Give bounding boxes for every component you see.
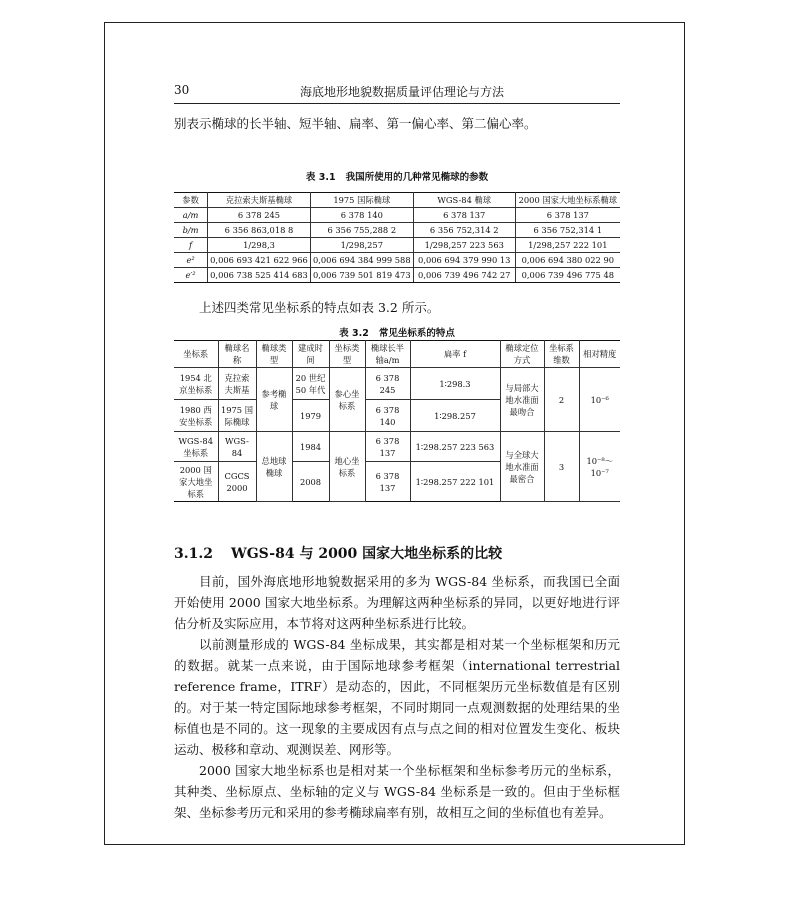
table2-cell: 10⁻⁸～10⁻⁷ (579, 432, 620, 502)
table1-cell: 0,006 694 380 022 90 (515, 253, 620, 268)
table2-cell: 参考椭球 (256, 368, 292, 432)
table2-header: 椭球名称 (218, 341, 256, 368)
table2-header: 建成时间 (292, 341, 329, 368)
table2-header: 椭球定位方式 (500, 341, 544, 368)
table2-header: 相对精度 (579, 341, 620, 368)
table1-header: 参数 (174, 193, 208, 208)
table1-header: 克拉索夫斯基椭球 (208, 193, 311, 208)
table-row (174, 253, 620, 268)
table2-cell: 6 378 140 (365, 400, 410, 432)
table1-cell: a/m (174, 208, 208, 223)
table2-header: 坐标类型 (329, 341, 365, 368)
table1-cell: 6 378 245 (208, 208, 311, 223)
table1-cell: 0,006 738 525 414 683 (208, 268, 311, 283)
paragraph: 目前，国外海底地形地貌数据采用的多为 WGS-84 坐标系，而我国已全面开始使用 2000 国家大地坐标系。为理解这两种坐标系的异同，以更好地进行评估分析及实际应用，本节将对这两种坐标系进行比较。 (174, 574, 620, 631)
page-number: 30 (174, 83, 190, 97)
table1-caption-number: 表 3.1 (305, 172, 336, 183)
table2-cell: 参心坐标系 (329, 368, 365, 432)
body-text (174, 571, 620, 823)
table2-cell: 克拉索夫斯基 (218, 368, 256, 400)
table1-cell: 0,006 693 421 622 966 (208, 253, 311, 268)
table1-header: 1975 国际椭球 (310, 193, 413, 208)
table1-cell: 6 378 137 (413, 208, 515, 223)
table2-intro: 上述四类常见坐标系的特点如表 3.2 所示。 (199, 300, 440, 315)
table2-header: 椭球长半轴a/m (365, 341, 410, 368)
table-row (174, 268, 620, 283)
table2-cell: 总地球椭球 (256, 432, 292, 502)
table1-header: 2000 国家大地坐标系椭球 (515, 193, 620, 208)
section-number: 3.1.2 (174, 546, 213, 562)
table2-cell: WGS-84 (218, 432, 256, 462)
table2-cell: 3 (544, 432, 579, 502)
running-head (174, 79, 620, 104)
table2-cell: WGS-84 坐标系 (174, 432, 218, 462)
table2-cell: 1979 (292, 400, 329, 432)
table2-cell: 6 378 137 (365, 432, 410, 462)
table2-cell: 1980 西安坐标系 (174, 400, 218, 432)
table1-cell: 0,006 694 379 990 13 (413, 253, 515, 268)
table1-cell: 6 356 752,314 1 (515, 223, 620, 238)
table1-cell: 6 356 863,018 8 (208, 223, 311, 238)
table-row (174, 368, 620, 400)
table2-cell: 与局部大地水准面最吻合 (500, 368, 544, 432)
table-row (174, 208, 620, 223)
table1-cell: b/m (174, 223, 208, 238)
table2-caption (174, 325, 620, 339)
coordinate-systems-table (174, 340, 620, 502)
table1-cell: f (174, 238, 208, 253)
table1-cell: 6 356 755,288 2 (310, 223, 413, 238)
table2-header-row (174, 341, 620, 368)
table1-cell: e′² (174, 268, 208, 283)
table1-cell: 0,006 739 496 742 27 (413, 268, 515, 283)
table2-header: 椭球类型 (256, 341, 292, 368)
paragraph: 2000 国家大地坐标系也是相对某一个坐标框架和坐标参考历元的坐标系，其种类、坐标原点、坐标轴的定义与 WGS-84 坐标系是一致的。但由于坐标框架、坐标参考历元和采用的参考椭球扁率有别，故相互之间的坐标值也有差异。 (174, 763, 620, 820)
book-page (104, 22, 685, 845)
table1-header: WGS-84 椭球 (413, 193, 515, 208)
table2-cell: 与全球大地水准面最密合 (500, 432, 544, 502)
table1-cell: 0,006 739 496 775 48 (515, 268, 620, 283)
table-row (174, 432, 620, 462)
table2-header: 扁率 f (410, 341, 500, 368)
table1-caption-text: 我国所使用的几种常见椭球的参数 (345, 172, 489, 183)
table1-cell: 6 356 752,314 2 (413, 223, 515, 238)
table1-cell: 6 378 137 (515, 208, 620, 223)
table1-cell: e² (174, 253, 208, 268)
table2-cell: CGCS 2000 (218, 462, 256, 502)
table-row (174, 223, 620, 238)
table1-cell: 0,006 694 384 999 588 (310, 253, 413, 268)
table1-cell: 1/298,257 (310, 238, 413, 253)
ellipsoid-parameters-table (174, 192, 620, 283)
table1-cell: 0,006 739 501 819 473 (310, 268, 413, 283)
table2-cell: 1∶298.3 (410, 368, 500, 400)
table-row (174, 238, 620, 253)
table2-cell: 2 (544, 368, 579, 432)
table2-cell: 1∶298.257 222 101 (410, 462, 500, 502)
table2-cell: 1∶298.257 (410, 400, 500, 432)
table2-cell: 6 378 245 (365, 368, 410, 400)
table2-cell: 1984 (292, 432, 329, 462)
table2-cell: 2008 (292, 462, 329, 502)
table2-caption-number: 表 3.2 (339, 328, 369, 339)
table1-header-row (174, 193, 620, 208)
table2-header: 坐标系 (174, 341, 218, 368)
table2-cell: 地心坐标系 (329, 432, 365, 502)
table2-cell: 6 378 137 (365, 462, 410, 502)
table2-cell: 1∶298.257 223 563 (410, 432, 500, 462)
book-title: 海底地形地貌数据质量评估理论与方法 (299, 85, 504, 99)
table2-caption-text: 常见坐标系的特点 (378, 328, 455, 339)
table1-cell: 1/298,3 (208, 238, 311, 253)
table1-cell: 1/298,257 222 101 (515, 238, 620, 253)
table2-cell: 2000 国家大地坐标系 (174, 462, 218, 502)
table1-caption (174, 169, 620, 183)
table2-cell: 1975 国际椭球 (218, 400, 256, 432)
table1-cell: 1/298,257 223 563 (413, 238, 515, 253)
continuation-line: 别表示椭球的长半轴、短半轴、扁率、第一偏心率、第二偏心率。 (174, 116, 537, 131)
table2-header: 坐标系维数 (544, 341, 579, 368)
table2-cell: 20 世纪 50 年代 (292, 368, 329, 400)
table2-cell: 10⁻⁶ (579, 368, 620, 432)
table2-cell: 1954 北京坐标系 (174, 368, 218, 400)
paragraph: 以前测量形成的 WGS-84 坐标成果，其实都是相对某一个坐标框架和历元的数据。就某一点来说，由于国际地球参考框架（international terrestrial reference frame，ITRF）是动态的，因此，不同框架历元坐标数值是有区别的。对于某一特定国际地球参考框架，不同时期同一点观测数据的处理结果的坐标值也是不同的。这一现象的主要成因有点与点之间的相对位置发生变化、板块运动、极移和章动、观测误差、网形等。 (174, 637, 620, 757)
section-title: WGS-84 与 2000 国家大地坐标系的比较 (230, 546, 503, 562)
section-heading (174, 543, 620, 563)
table1-cell: 6 378 140 (310, 208, 413, 223)
